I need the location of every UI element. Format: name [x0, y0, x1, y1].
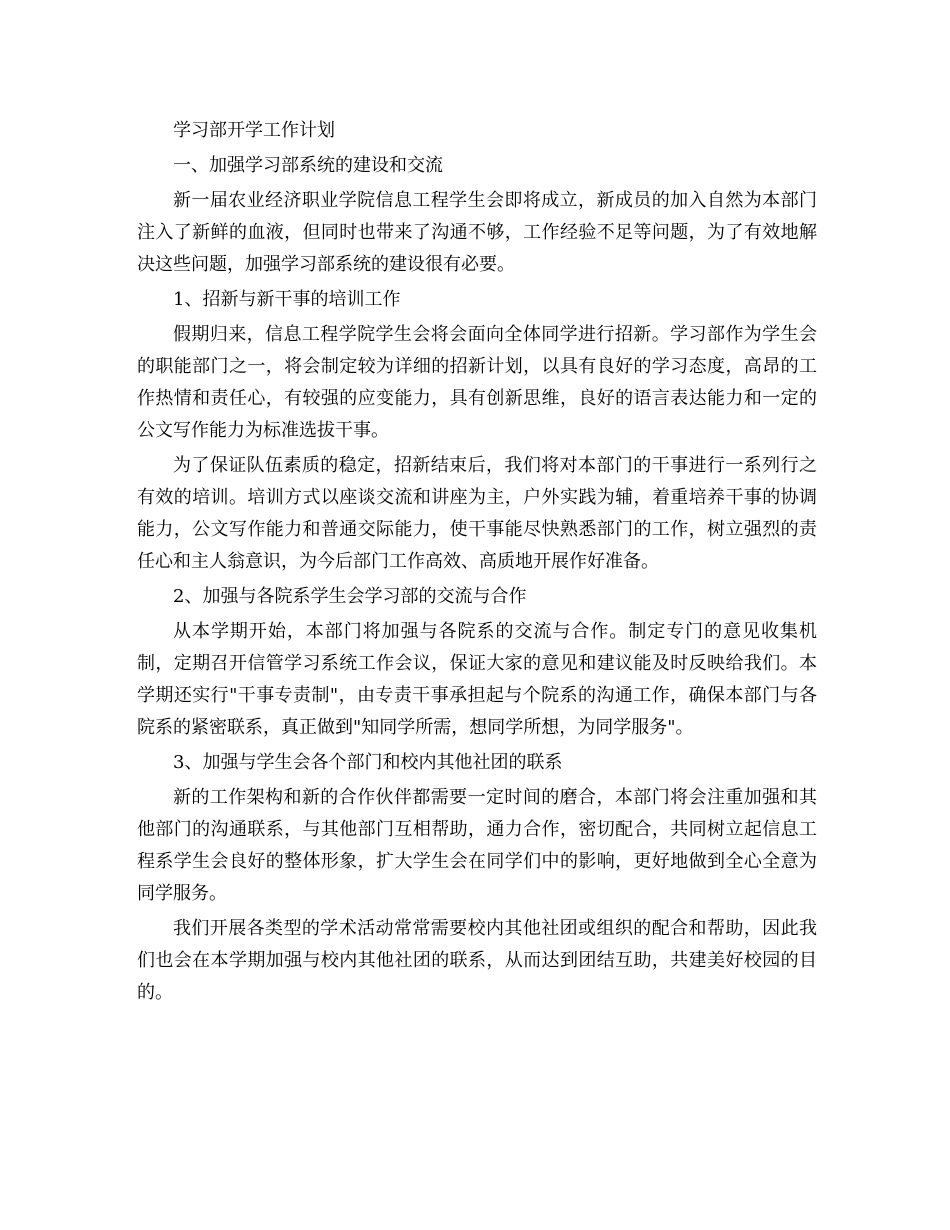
section-1-intro-paragraph: 新一届农业经济职业学院信息工程学生会即将成立，新成员的加入自然为本部门注入了新鲜的血液，但同时也带来了沟通不够，工作经验不足等问题，为了有效地解决这些问题，加强学习部系统的建设很有必要。: [137, 190, 817, 275]
document-body: [137, 115, 817, 1009]
item-heading-1: 1、招新与新干事的培训工作: [173, 289, 401, 310]
section-heading-1: 一、加强学习部系统的建设和交流: [173, 155, 443, 176]
item-1-paragraph-1: 假期归来，信息工程学院学生会将会面向全体同学进行招新。学习部作为学生会的职能部门之一，将会制定较为详细的招新计划，以具有良好的学习态度，高昂的工作热情和责任心，有较强的应变能力，具有创新思维，良好的语言表达能力和一定的公文写作能力为标准选拔干事。: [137, 324, 817, 441]
item-1-paragraph-2: 为了保证队伍素质的稳定，招新结束后，我们将对本部门的干事进行一系列行之有效的培训。培训方式以座谈交流和讲座为主，户外实践为辅，着重培养干事的协调能力，公文写作能力和普通交际能力，使干事能尽快熟悉部门的工作，树立强烈的责任心和主人翁意识，为今后部门工作高效、高质地开展作好准备。: [137, 455, 817, 572]
item-3-paragraph-2: 我们开展各类型的学术活动常常需要校内其他社团或组织的配合和帮助，因此我们也会在本学期加强与校内其他社团的联系，从而达到团结互助，共建美好校园的目的。: [137, 918, 817, 1003]
item-heading-3: 3、加强与学生会各个部门和校内其他社团的联系: [173, 752, 563, 773]
item-heading-2: 2、加强与各院系学生会学习部的交流与合作: [173, 586, 527, 607]
item-3-paragraph-1: 新的工作架构和新的合作伙伴都需要一定时间的磨合，本部门将会注重加强和其他部门的沟通联系，与其他部门互相帮助，通力合作，密切配合，共同树立起信息工程系学生会良好的整体形象，扩大学生会在同学们中的影响，更好地做到全心全意为同学服务。: [137, 787, 817, 904]
item-2-paragraph-1: 从本学期开始，本部门将加强与各院系的交流与合作。制定专门的意见收集机制，定期召开信管学习系统工作会议，保证大家的意见和建议能及时反映给我们。本学期还实行"干事专责制"，由专责干事承担起与个院系的沟通工作，确保本部门与各院系的紧密联系，真正做到"知同学所需，想同学所想，为同学服务"。: [137, 621, 817, 738]
document-title: 学习部开学工作计划: [173, 120, 335, 141]
